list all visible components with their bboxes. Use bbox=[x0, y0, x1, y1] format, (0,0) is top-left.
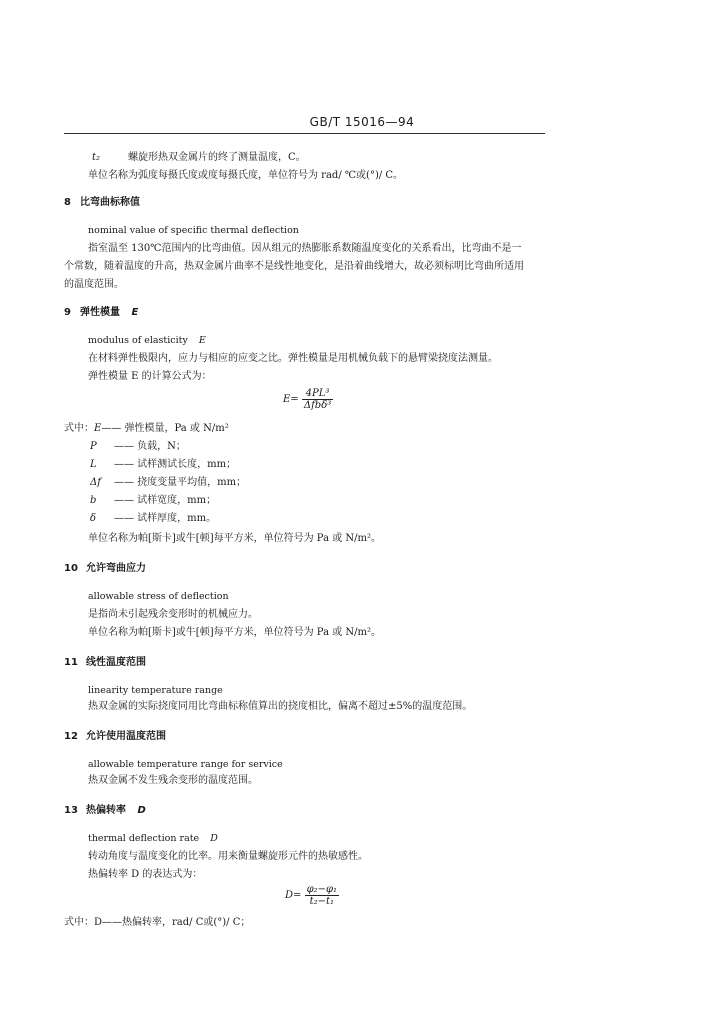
section-8-english: nominal value of specific thermal deflection bbox=[88, 225, 299, 236]
section-9-where: 式中： bbox=[64, 423, 94, 434]
section-13-title: 热偏转率 bbox=[86, 805, 126, 816]
section-12-number: 12 bbox=[64, 731, 78, 742]
standard-header: GB/T 15016—94 bbox=[309, 115, 415, 129]
section-8-para-3: 的温度范围。 bbox=[64, 279, 124, 290]
modulus-formula-fraction bbox=[302, 388, 333, 411]
section-13-heading bbox=[64, 804, 146, 818]
section-12-heading bbox=[64, 730, 166, 744]
var-sym-p: P bbox=[90, 441, 97, 452]
section-8-title: 比弯曲标称值 bbox=[80, 197, 140, 208]
section-8-heading bbox=[64, 196, 140, 210]
section-10-english: allowable stress of deflection bbox=[88, 591, 229, 602]
var-desc-p: —— 负载，N； bbox=[114, 441, 186, 452]
section-11-number: 11 bbox=[64, 657, 78, 668]
var-row-df bbox=[90, 476, 246, 490]
var-row-l bbox=[90, 458, 236, 472]
section-12-english: allowable temperature range for service bbox=[88, 759, 283, 770]
section-10-title: 允许弯曲应力 bbox=[86, 563, 146, 574]
section-13-symbol: D bbox=[137, 805, 146, 816]
section-11-heading bbox=[64, 656, 146, 670]
var-desc-b: —— 试样宽度，mm； bbox=[114, 495, 217, 506]
section-12-title: 允许使用温度范围 bbox=[86, 731, 166, 742]
var-sym-delta: δ bbox=[90, 513, 97, 524]
intro-unit-line: 单位名称为弧度每摄氏度或度每摄氏度，单位符号为 rad/ ℃或(°)/ C。 bbox=[88, 170, 404, 181]
var-sym-b: b bbox=[90, 495, 97, 506]
t2-symbol: t₂ bbox=[92, 152, 101, 163]
section-9-unit: 单位名称为帕[斯卡]或牛[顿]每平方米，单位符号为 Pa 或 N/m²。 bbox=[88, 533, 381, 544]
deflection-formula-denominator: t₂−t₁ bbox=[309, 896, 335, 907]
section-9-english-symbol: E bbox=[198, 335, 206, 346]
section-8-para-2: 个常数，随着温度的升高，热双金属片曲率不是线性地变化，是沿着曲线增大，故必须标明比弯曲所适用 bbox=[64, 261, 524, 272]
section-10-para-2: 单位名称为帕[斯卡]或牛[顿]每平方米，单位符号为 Pa 或 N/m²。 bbox=[88, 627, 381, 638]
section-13-english: thermal deflection rate bbox=[88, 833, 200, 844]
var-row-delta bbox=[90, 512, 216, 526]
section-9-para-1: 在材料弹性极限内，应力与相应的应变之比。弹性模量是用机械负载下的悬臂梁挠度法测量。 bbox=[88, 353, 498, 364]
section-9-para-2: 弹性模量 E 的计算公式为： bbox=[88, 371, 212, 382]
section-13-para-2: 热偏转率 D 的表达式为： bbox=[88, 869, 203, 880]
deflection-formula-lhs: D= bbox=[285, 890, 302, 901]
var-desc-df: —— 挠度变量平均值，mm； bbox=[114, 477, 247, 488]
section-9-heading bbox=[64, 306, 138, 320]
t2-desc: 螺旋形热双金属片的终了测量温度，C。 bbox=[128, 152, 306, 163]
section-9-where-line bbox=[64, 422, 229, 436]
section-13-where: 式中：D——热偏转率，rad/ C或(°)/ C； bbox=[64, 917, 251, 928]
section-9-title: 弹性模量 bbox=[80, 307, 120, 318]
var-desc-e: —— 弹性模量，Pa 或 N/m² bbox=[101, 423, 229, 434]
section-8-para-1: 指室温至 130℃范围内的比弯曲值。因从组元的热膨胀系数随温度变化的关系看出，比弯曲不是一 bbox=[88, 243, 522, 254]
section-11-para-1: 热双金属的实际挠度同用比弯曲标称值算出的挠度相比，偏离不超过±5%的温度范围。 bbox=[88, 701, 473, 712]
section-9-english-line bbox=[88, 334, 206, 348]
var-row-p bbox=[90, 440, 186, 454]
section-10-para-1: 是指尚未引起残余变形时的机械应力。 bbox=[88, 609, 258, 620]
section-13-english-line bbox=[88, 832, 218, 846]
deflection-rate-formula bbox=[285, 884, 339, 907]
section-9-symbol: E bbox=[131, 307, 139, 318]
modulus-formula bbox=[283, 388, 333, 411]
section-13-para-1: 转动角度与温度变化的比率。用来衡量螺旋形元件的热敏感性。 bbox=[88, 851, 368, 862]
var-desc-delta: —— 试样厚度，mm。 bbox=[114, 513, 217, 524]
deflection-formula-fraction bbox=[305, 884, 339, 907]
section-10-heading bbox=[64, 562, 146, 576]
section-11-title: 线性温度范围 bbox=[86, 657, 146, 668]
header-rule bbox=[64, 133, 545, 134]
var-sym-e: E bbox=[94, 423, 102, 434]
t2-line bbox=[92, 151, 306, 165]
section-8-number: 8 bbox=[64, 197, 71, 208]
var-row-b bbox=[90, 494, 216, 508]
var-sym-df: Δf bbox=[90, 477, 101, 488]
deflection-formula-numerator: φ₂−φ₁ bbox=[306, 884, 337, 895]
var-desc-l: —— 试样测试长度，mm； bbox=[114, 459, 237, 470]
section-9-number: 9 bbox=[64, 307, 71, 318]
section-11-english: linearity temperature range bbox=[88, 685, 223, 696]
section-13-english-symbol: D bbox=[210, 833, 218, 844]
section-9-english: modulus of elasticity bbox=[88, 335, 188, 346]
modulus-formula-denominator: Δfbδ³ bbox=[303, 400, 332, 411]
var-sym-l: L bbox=[90, 459, 97, 470]
section-13-number: 13 bbox=[64, 805, 78, 816]
modulus-formula-lhs: E= bbox=[283, 394, 299, 405]
section-12-para-1: 热双金属不发生残余变形的温度范围。 bbox=[88, 775, 258, 786]
modulus-formula-numerator: 4PL³ bbox=[302, 388, 333, 400]
section-10-number: 10 bbox=[64, 563, 78, 574]
